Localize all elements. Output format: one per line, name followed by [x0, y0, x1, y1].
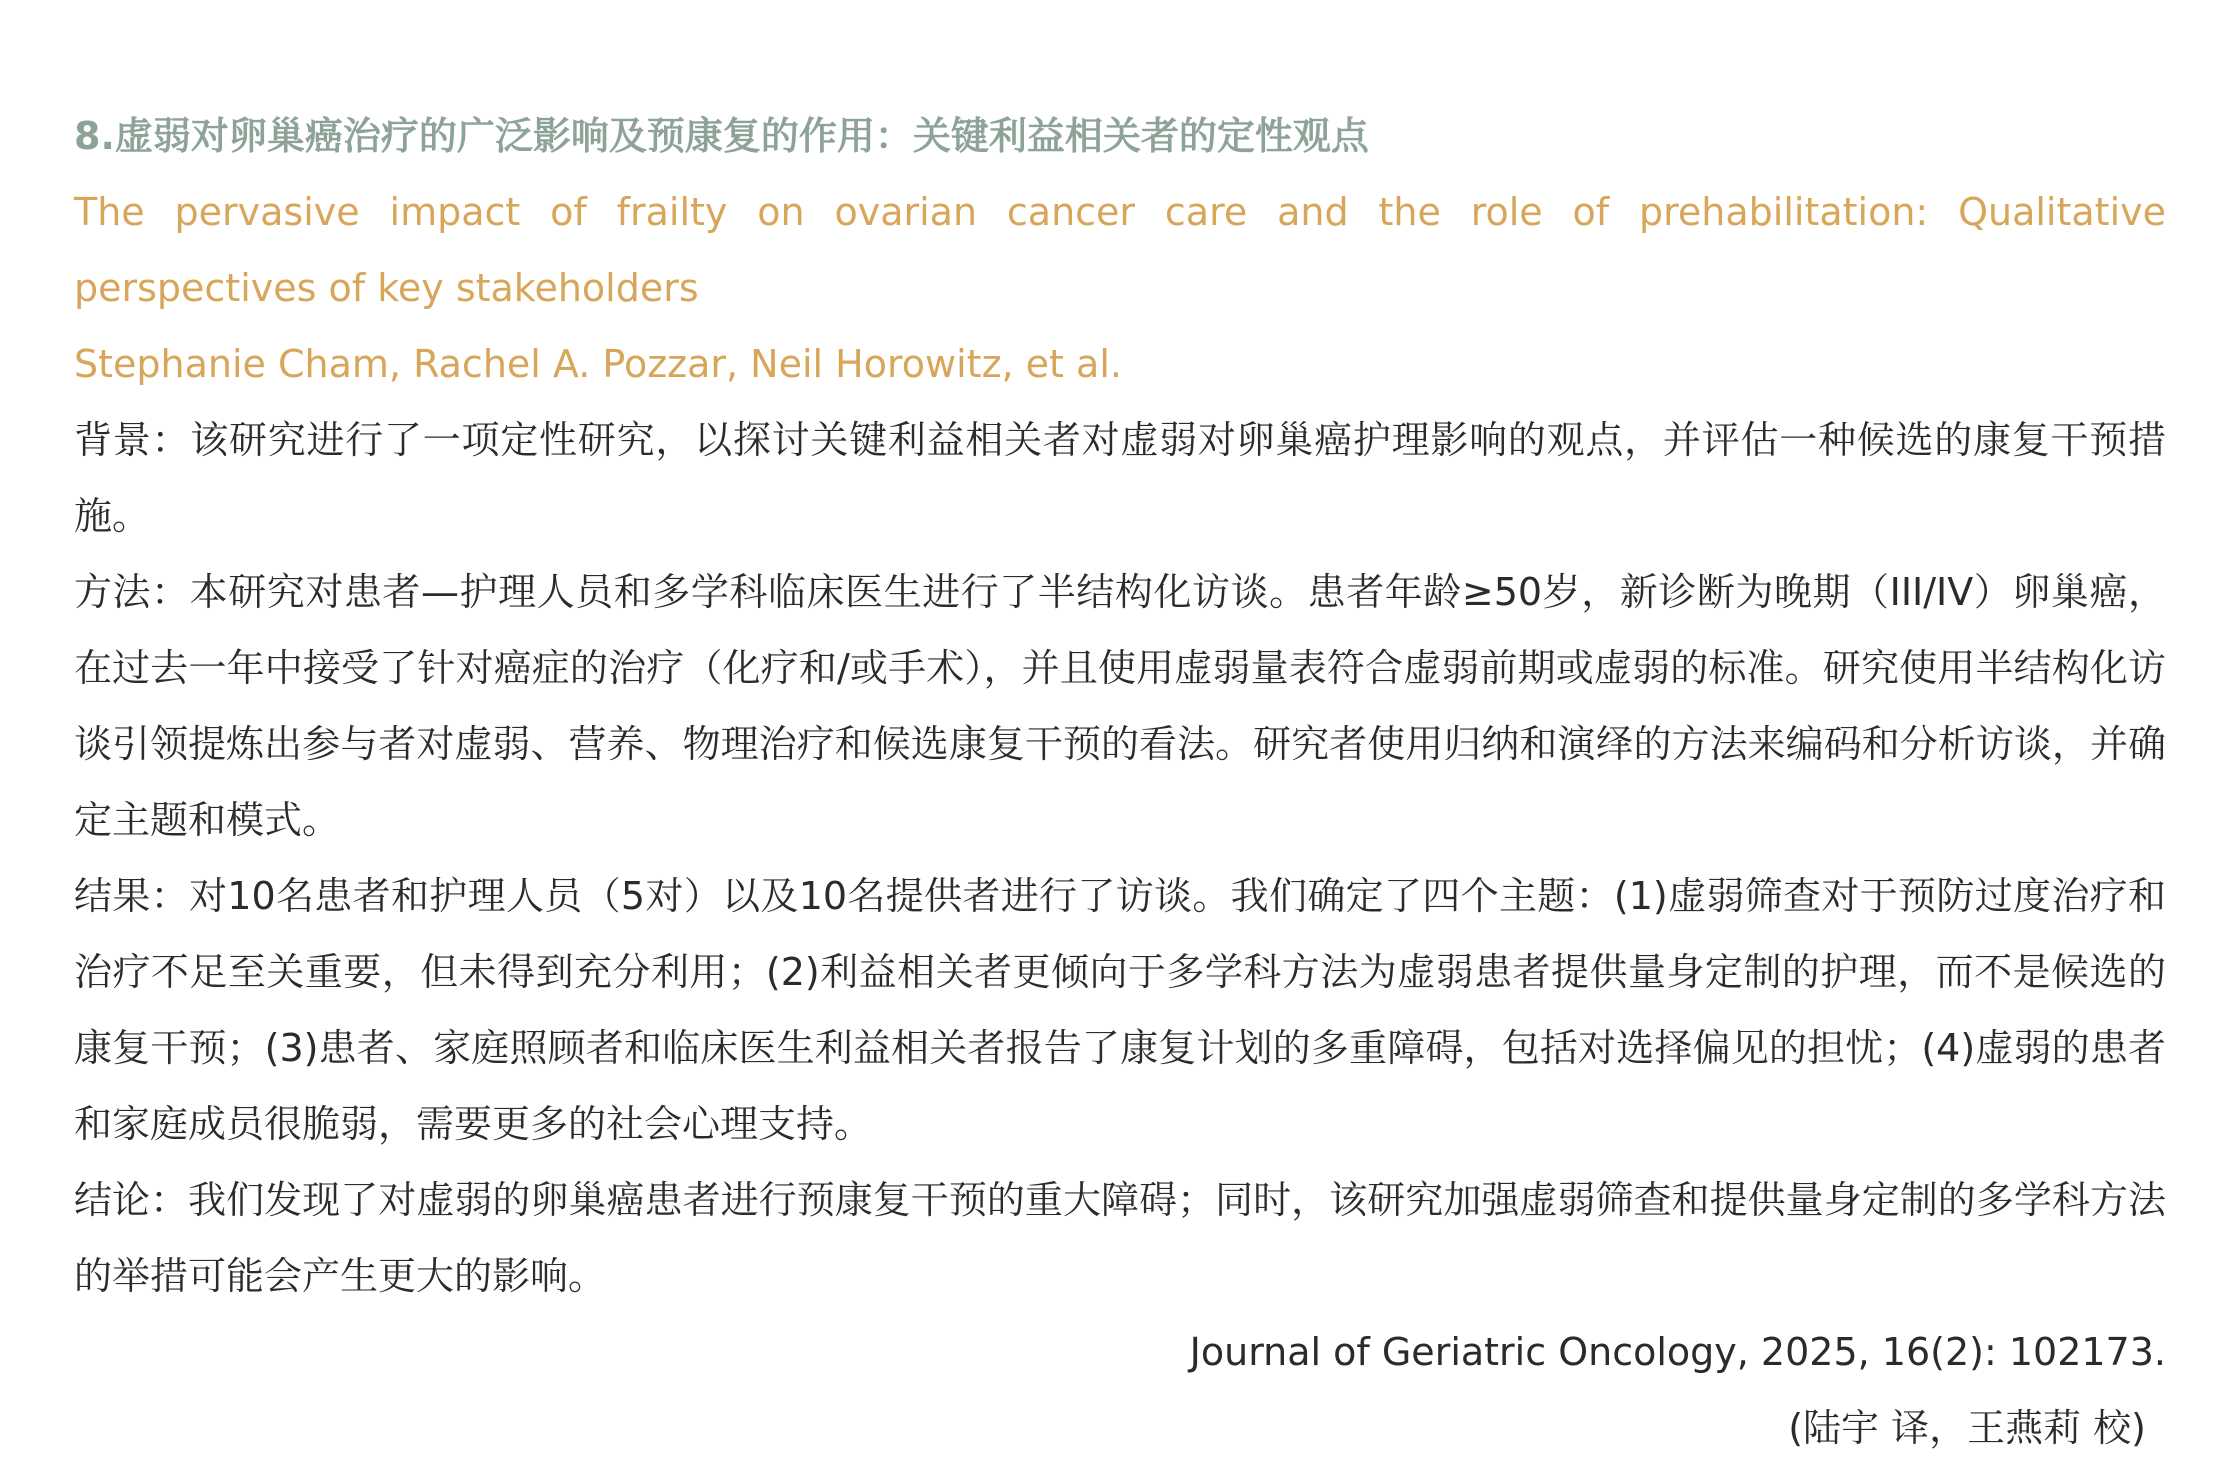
abstract-methods: 方法：本研究对患者—护理人员和多学科临床医生进行了半结构化访谈。患者年龄≥50岁，新诊断为晚期（III/IV）卵巢癌，在过去一年中接受了针对癌症的治疗（化疗和/或手术），并且使用虚弱量表符合虚弱前期或虚弱的标准。研究使用半结构化访谈引领提炼出参与者对虚弱、营养、物理治疗和候选康复干预的看法。研究者使用归纳和演绎的方法来编码和分析访谈，并确定主题和模式。 [74, 570, 2166, 842]
article-authors: Stephanie Cham, Rachel A. Pozzar, Neil Horowitz, et al. [74, 342, 1122, 386]
article-title-english: The pervasive impact of frailty on ovarian cancer care and the role of prehabilitation: Qualitative perspectives of key stakeholders [74, 190, 2166, 310]
abstract-conclusion: 结论：我们发现了对虚弱的卵巢癌患者进行预康复干预的重大障碍；同时，该研究加强虚弱筛查和提供量身定制的多学科方法的举措可能会产生更大的影响。 [74, 1178, 2166, 1298]
article [74, 98, 2166, 1466]
abstract-results: 结果：对10名患者和护理人员（5对）以及10名提供者进行了访谈。我们确定了四个主题：(1)虚弱筛查对于预防过度治疗和治疗不足至关重要，但未得到充分利用；(2)利益相关者更倾向于多学科方法为虚弱患者提供量身定制的护理，而不是候选的康复干预；(3)患者、家庭照顾者和临床医生利益相关者报告了康复计划的多重障碍，包括对选择偏见的担忧；(4)虚弱的患者和家庭成员很脆弱，需要更多的社会心理支持。 [74, 874, 2166, 1146]
article-title-chinese: 8.虚弱对卵巢癌治疗的广泛影响及预康复的作用：关键利益相关者的定性观点 [74, 114, 1369, 158]
abstract-background: 背景：该研究进行了一项定性研究，以探讨关键利益相关者对虚弱对卵巢癌护理影响的观点，并评估一种候选的康复干预措施。 [74, 418, 2166, 538]
journal-citation: Journal of Geriatric Oncology, 2025, 16(2): 102173. [1189, 1330, 2166, 1374]
translator-credit: (陆宇 译，王燕莉 校) [1788, 1406, 2146, 1450]
